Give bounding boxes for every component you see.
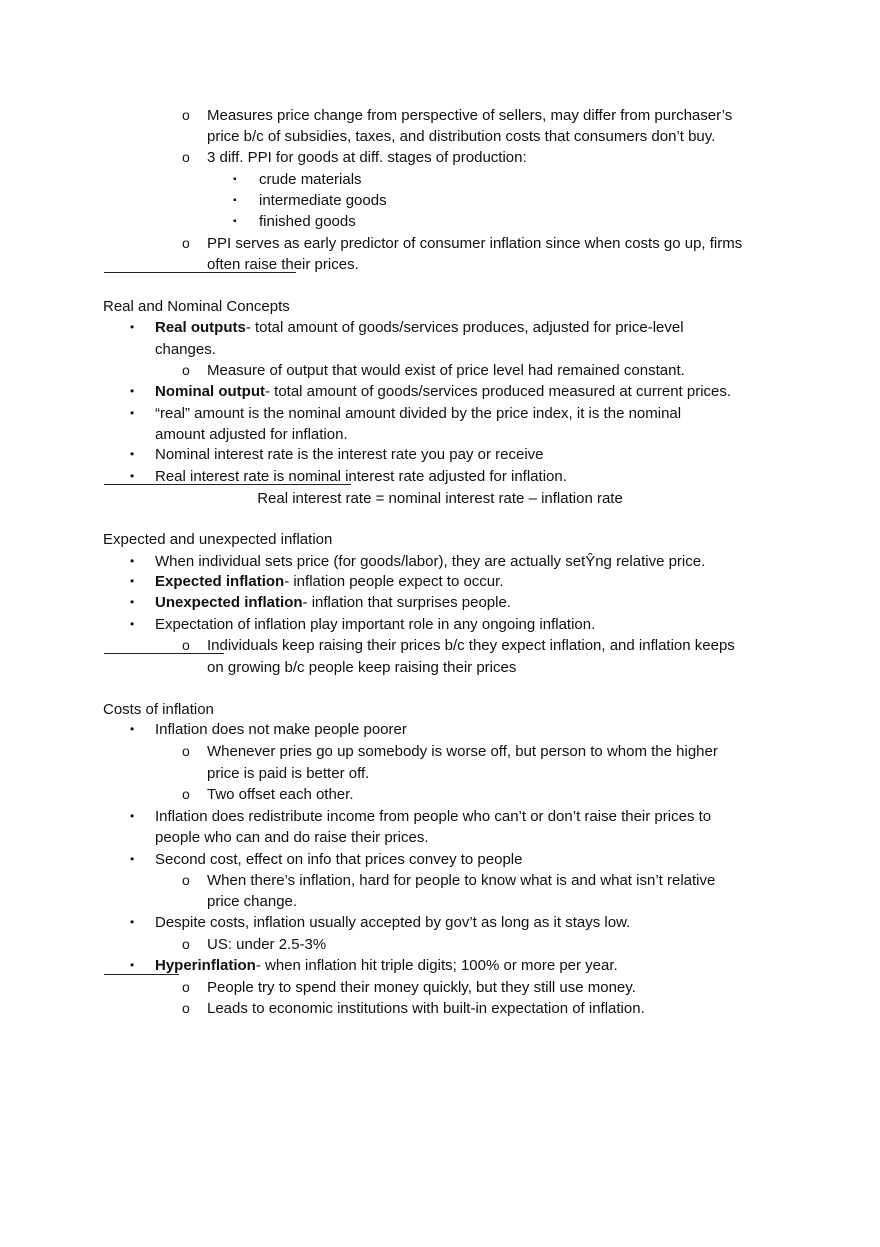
bullet-icon: • <box>130 320 135 334</box>
section-heading-costs: Costs of inflation <box>103 701 214 718</box>
nominal-output-term: Nominal output <box>155 383 265 400</box>
bullet-icon: • <box>130 406 135 420</box>
circle-bullet-icon: o <box>182 235 190 251</box>
stage-finished: finished goods <box>259 213 356 230</box>
bullet-icon: • <box>130 617 135 631</box>
nominal-interest-rate: Nominal interest rate is the interest rate you pay or receive <box>155 446 544 463</box>
bullet-icon: • <box>130 852 135 866</box>
real-amount-line-1: “real” amount is the nominal amount divided by the price index, it is the nominal <box>155 405 682 422</box>
ppi-item-3-line-2: often raise their prices. <box>207 256 359 273</box>
underline-rule <box>104 484 351 485</box>
offset-item: Two offset each other. <box>207 786 354 803</box>
circle-bullet-icon: o <box>182 637 190 653</box>
underline-rule <box>104 653 224 654</box>
whenever-line-2: price is paid is better off. <box>207 765 370 782</box>
section-heading-real-nominal: Real and Nominal Concepts <box>103 298 290 315</box>
circle-bullet-icon: o <box>182 149 190 165</box>
expected-inflation-term: Expected inflation <box>155 573 285 590</box>
bullet-icon: • <box>130 574 135 588</box>
bullet-icon: • <box>130 595 135 609</box>
us-item: US: under 2.5-3% <box>207 936 327 953</box>
unexpected-inflation <box>155 592 511 613</box>
real-outputs-line-1 <box>155 317 684 338</box>
bullet-icon: • <box>130 722 135 736</box>
circle-bullet-icon: o <box>182 1000 190 1016</box>
when-line-1: When there’s inflation, hard for people to know what is and what isn’t relative <box>207 872 716 889</box>
square-bullet-icon: ▪ <box>233 216 237 227</box>
despite-costs: Despite costs, inflation usually accepted by gov’t as long as it stays low. <box>155 914 631 931</box>
redistribute-line-2: people who can and do raise their prices. <box>155 829 429 846</box>
circle-bullet-icon: o <box>182 743 190 759</box>
unexpected-inflation-term: Unexpected inflation <box>155 594 303 611</box>
expectation-item: Expectation of inflation play important role in any ongoing inflation. <box>155 616 596 633</box>
bullet-icon: • <box>130 958 135 972</box>
real-outputs-sub: Measure of output that would exist of price level had remained constant. <box>207 362 685 379</box>
bullet-icon: • <box>130 554 135 568</box>
hyperinflation <box>155 955 618 976</box>
nominal-output-def: - total amount of goods/services produced measured at current prices. <box>264 383 732 400</box>
individuals-line-2: on growing b/c people keep raising their prices <box>207 659 517 676</box>
underline-rule <box>104 272 296 273</box>
expected-inflation-def: - inflation people expect to occur. <box>284 573 504 590</box>
real-amount-line-2: amount adjusted for inflation. <box>155 426 348 443</box>
bullet-icon: • <box>130 469 135 483</box>
unexpected-inflation-def: - inflation that surprises people. <box>302 594 511 611</box>
circle-bullet-icon: o <box>182 107 190 123</box>
square-bullet-icon: ▪ <box>233 174 237 185</box>
nominal-output <box>155 381 731 402</box>
not-poorer: Inflation does not make people poorer <box>155 721 407 738</box>
real-outputs-line-2: changes. <box>155 341 216 358</box>
bullet-icon: • <box>130 809 135 823</box>
circle-bullet-icon: o <box>182 362 190 378</box>
ppi-item-2: 3 diff. PPI for goods at diff. stages of production: <box>207 149 527 166</box>
circle-bullet-icon: o <box>182 786 190 802</box>
stage-intermediate: intermediate goods <box>259 192 387 209</box>
square-bullet-icon: ▪ <box>233 195 237 206</box>
real-outputs-term: Real outputs <box>155 319 246 336</box>
bullet-icon: • <box>130 915 135 929</box>
bullet-icon: • <box>130 447 135 461</box>
ppi-item-1-line-1: Measures price change from perspective of sellers, may differ from purchaser’s <box>207 107 733 124</box>
relative-price-item: When individual sets price (for goods/labor), they are actually setŶng relative price. <box>155 553 706 570</box>
redistribute-line-1: Inflation does redistribute income from people who can’t or don’t raise their prices to <box>155 808 712 825</box>
whenever-line-1: Whenever pries go up somebody is worse off, but person to whom the higher <box>207 743 718 760</box>
circle-bullet-icon: o <box>182 872 190 888</box>
circle-bullet-icon: o <box>182 936 190 952</box>
people-try: People try to spend their money quickly, but they still use money. <box>207 979 636 996</box>
stage-crude: crude materials <box>259 171 362 188</box>
individuals-line-1: Individuals keep raising their prices b/c they expect inflation, and inflation keeps <box>207 637 735 654</box>
circle-bullet-icon: o <box>182 979 190 995</box>
underline-rule <box>104 974 179 975</box>
real-interest-rate: Real interest rate is nominal interest rate adjusted for inflation. <box>155 468 567 485</box>
section-heading-expected: Expected and unexpected inflation <box>103 531 333 548</box>
formula: Real interest rate = nominal interest rate – inflation rate <box>257 490 623 507</box>
when-line-2: price change. <box>207 893 298 910</box>
ppi-item-3-line-1: PPI serves as early predictor of consumer inflation since when costs go up, firms <box>207 235 743 252</box>
ppi-item-1-line-2: price b/c of subsidies, taxes, and distribution costs that consumers don’t buy. <box>207 128 716 145</box>
hyperinflation-def: - when inflation hit triple digits; 100% or more per year. <box>255 957 618 974</box>
leads-to: Leads to economic institutions with built-in expectation of inflation. <box>207 1000 645 1017</box>
expected-inflation <box>155 571 504 592</box>
real-outputs-def: - total amount of goods/services produces, adjusted for price-level <box>245 319 684 336</box>
bullet-icon: • <box>130 384 135 398</box>
hyperinflation-term: Hyperinflation <box>155 957 256 974</box>
second-cost: Second cost, effect on info that prices convey to people <box>155 851 523 868</box>
